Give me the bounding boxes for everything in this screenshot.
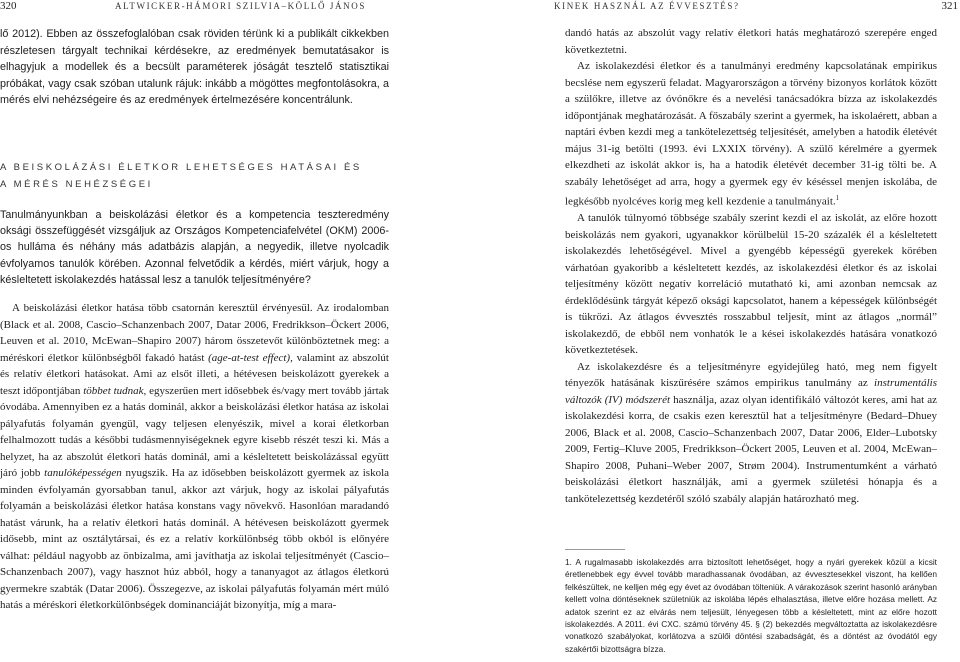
italic-term: többet tudnak, [83, 384, 147, 397]
text-run: nyugszik. Ha az idősebben beiskolázott gyermek az iskola minden évfolyamán gyorsabban tanul, akkor azt várjuk, hogy az iskolai pályafutás folyamán a beiskolázási életkor hatása konstans vagy növekvő. Hasonlóan maradandó hatást várunk, ha a relatív életkori hatás dominál. A hétévesen beiskolázott gyermek idősebb, mint az osztálytársai, és ez a relatív korkülönbség több okból is előnyére válhat: például nagyobb az önbizalma, ami javíthatja az iskolai teljesítményét (Cascio–Schanzenbach 2007), vagy hasznot húz abból, hogy a tananyagot az átlagos életkorú gyermekre szabták (Datar 2006). Összegezve, az iskolai pályafutás folyamán mért múló hatás a méréskori életkorkülönbségek dominanciáját bizonyítja, míg a mara- [0, 467, 390, 611]
footnote-text: 1. A rugalmasabb iskolakezdés arra biztosított lehetőséget, hogy a nyári gyerekek közül a kicsit éretlenebbek egy évvel tovább maradhassanak óvodában, az évvesztesekkel viszont, ha kellően felkészültek, ne kelljen még egy évet az óvodában tölteniük. A várakozások szerint hasonló arányban kellett volna döntéseknek születniük az iskolába lépés elhalasztása, illetve előre hozása mellett. Az adatok szerint ez az elvárás nem teljesült, lényegesen több a késleltetett, mint az előre hozott iskolakezdés. A 2011. évi CXC. számú törvény 45. § (2) bekezdés megváltoztatta az iskolakezdésre vonatkozó szabályokat, korlátozva a szülői döntési szabadságát, és a döntést az óvodától egy szakértői bizottságra bízza. [565, 557, 937, 654]
page-header [480, 1, 960, 13]
section-heading [0, 159, 389, 193]
text-run: Az iskolakezdésre és a teljesítményre egyidejűleg ható, meg nem figyelt tényezők hatásának kiszűrésére számos empirikus tanulmány az [565, 360, 937, 390]
running-head: KINEK HASZNÁL AZ ÉVVESZTÉS? [554, 1, 740, 11]
italic-term: tanulóképességen [44, 467, 122, 479]
running-head: ALTWICKER-HÁMORI SZILVIA–KÖLLŐ JÁNOS [115, 1, 366, 11]
intro-text: lő 2012). Ebben az összefoglalóban csak röviden térünk ki a publikált cikkekben részletesen tárgyalt technikai kérdésekre, az eredmények bemutatásakor is elhagyjuk a modellek és a becsült paraméterek jóságát tesztelő statisztikai próbákat, vagy csak szóban utalunk rájuk: inkább a mögöttes megfontolásokra, a mérés elvi nehézségeire és az eredmények értelmezésére koncentrálunk. [0, 28, 389, 107]
body-paragraph: dandó hatás az abszolút vagy relatív életkori hatás meghatározó szerepére enged következtetni. [565, 27, 937, 56]
body-paragraph: A tanulók túlnyomó többsége szabály szerint kezdi el az iskolát, az előre hozott beiskolázás nem gyakori, ugyanakkor körülbelül 15-20 százalék él a késleltetett iskolakezdés lehetőségével. Mivel a gyengébb képességű gyerekek körében várhatóan gyakoribb a késleltetett kezdés, az iskolakezdési életkor és az iskolai teljesítmény között negatív korreláció mutatható ki, ami azonban nemcsak az érdeklődésünk tárgyát képező oksági kapcsolatot, hanem a képességek különbségét is tükrözi. Az átlagos évvesztés rosszabbul teljesít, mint az átlagos „normál” iskolakezdő, de ebből nem vonhatók le a kései iskolakezdés hatására vonatkozó következtetések. [565, 212, 937, 357]
body-paragraph [565, 359, 937, 508]
text-run: használja, azaz olyan identifikáló változót keres, ami hat az iskolakezdési korra, de csakis ezen keresztül hat a teljesítményre (Bedard–Dhuey 2006, Black et al. 2008, Cascio–Schanzenbach 2007, Datar 2006, Elder–Lubotsky 2009, Fertig–Kluve 2005, Fredrikkson–Öckert 2005, Leuven et al. 2004, McEwan–Shapiro 2008, Puhani–Weber 2007, Strøm 2004). Instrumentumként a várható beiskolázási életkort használják, ami a gyermek születési hónapja és a tankötelezettség kezdetéről szóló szabály alapján határozható meg. [565, 393, 937, 505]
intro-paragraph [0, 26, 389, 109]
right-page [480, 0, 960, 662]
body-paragraph [0, 300, 389, 614]
page-number: 321 [941, 0, 958, 12]
abstract-paragraph [0, 207, 389, 288]
body-paragraph [565, 58, 937, 210]
text-run: valamint az abszolút és relatív életkori hatásokat. Ami az elsőt illeti, a hétévesen beiskolázott gyerekek a teszt időpontjában [0, 351, 389, 397]
italic-term: instrumentális változók (IV) módszerét [565, 377, 937, 406]
italic-term: (age-at-test effect), [208, 351, 293, 364]
footnote-marker[interactable]: 1 [835, 194, 840, 202]
section-heading-line-2: A MÉRÉS NEHÉZSÉGEI [0, 179, 153, 190]
left-body-text [0, 300, 389, 614]
footnote-divider [565, 549, 625, 550]
text-run: egyszerűen mert idősebbek és/vagy mert tovább jártak óvodába. Amennyiben ez a hatás dominál, akkor a beiskolázási életkor hatása az iskolai pályafutás folyamán gyengül, vagy teljesen elenyészik, mivel a korai életkorban felhalmozott tudás a későbbi tudásmennyiségeknek egyre kisebb részét teszi ki. Más a helyzet, ha az abszolút életkori hatás dominál, ami a késleltetett beiskolázással együtt járó jobb [0, 384, 390, 479]
text-run: Az iskolakezdési életkor és a tanulmányi eredmény kapcsolatának empirikus becslése nem egyszerű feladat. Magyarországon a törvény bizonyos korlátok között a szülőkre, illetve az óvónőkre és a nevelési tanácsadókra bízza az iskolakezdés időpontjának meghatározását. A főszabály szerint a gyermek, ha iskolaérett, abban a naptári évben kezdi meg a tankötelezettség teljesítését, amelyben a hatodik életévét május 31-ig betölti (1993. évi LXXIX törvény). A szülő kérelmére a gyermek elkezdheti az iskolát akkor is, ha a hatodik életévét december 31-ig tölti be. A szabály lehetőséget ad arra, hogy a gyermek egy év késéssel menjen iskolába, de legkésőbb nyolcéves korig meg kell kezdenie a tanulmányait. [565, 60, 937, 208]
abstract-text: Tanulmányunkban a beiskolázási életkor és a kompetencia teszteredmény oksági összefüggését vizsgáljuk az Országos Kompetenciafelvétel (OKM) 2006-os hulláma és néhány más adatbázis alapján, a negyedik, illetve nyolcadik évfolyamos tanulók körében. Azonnal felvetődik a kérdés, miért várjuk, hogy a késleltetett iskolakezdés hatással lesz a tanulók teljesítményére? [0, 209, 389, 286]
section-heading-line-1: A BEISKOLÁZÁSI ÉLETKOR LEHETSÉGES HATÁSAI ÉS [0, 162, 362, 173]
text-run: A beiskolázási életkor hatása több csatornán keresztül érvényesül. Az irodalomban (Black et al. 2008, Cascio–Schanzenbach 2007, Datar 2006, Fredrikkson–Öckert 2006, Leuven et al. 2010, McEwan–Shapiro 2007) három összetevőt különböztetnek meg: a méréskori életkor különbségből fakadó hatást [0, 302, 389, 364]
right-body-text [565, 25, 937, 507]
page-header [0, 1, 480, 13]
footnote [565, 556, 937, 655]
page-number: 320 [0, 0, 17, 12]
